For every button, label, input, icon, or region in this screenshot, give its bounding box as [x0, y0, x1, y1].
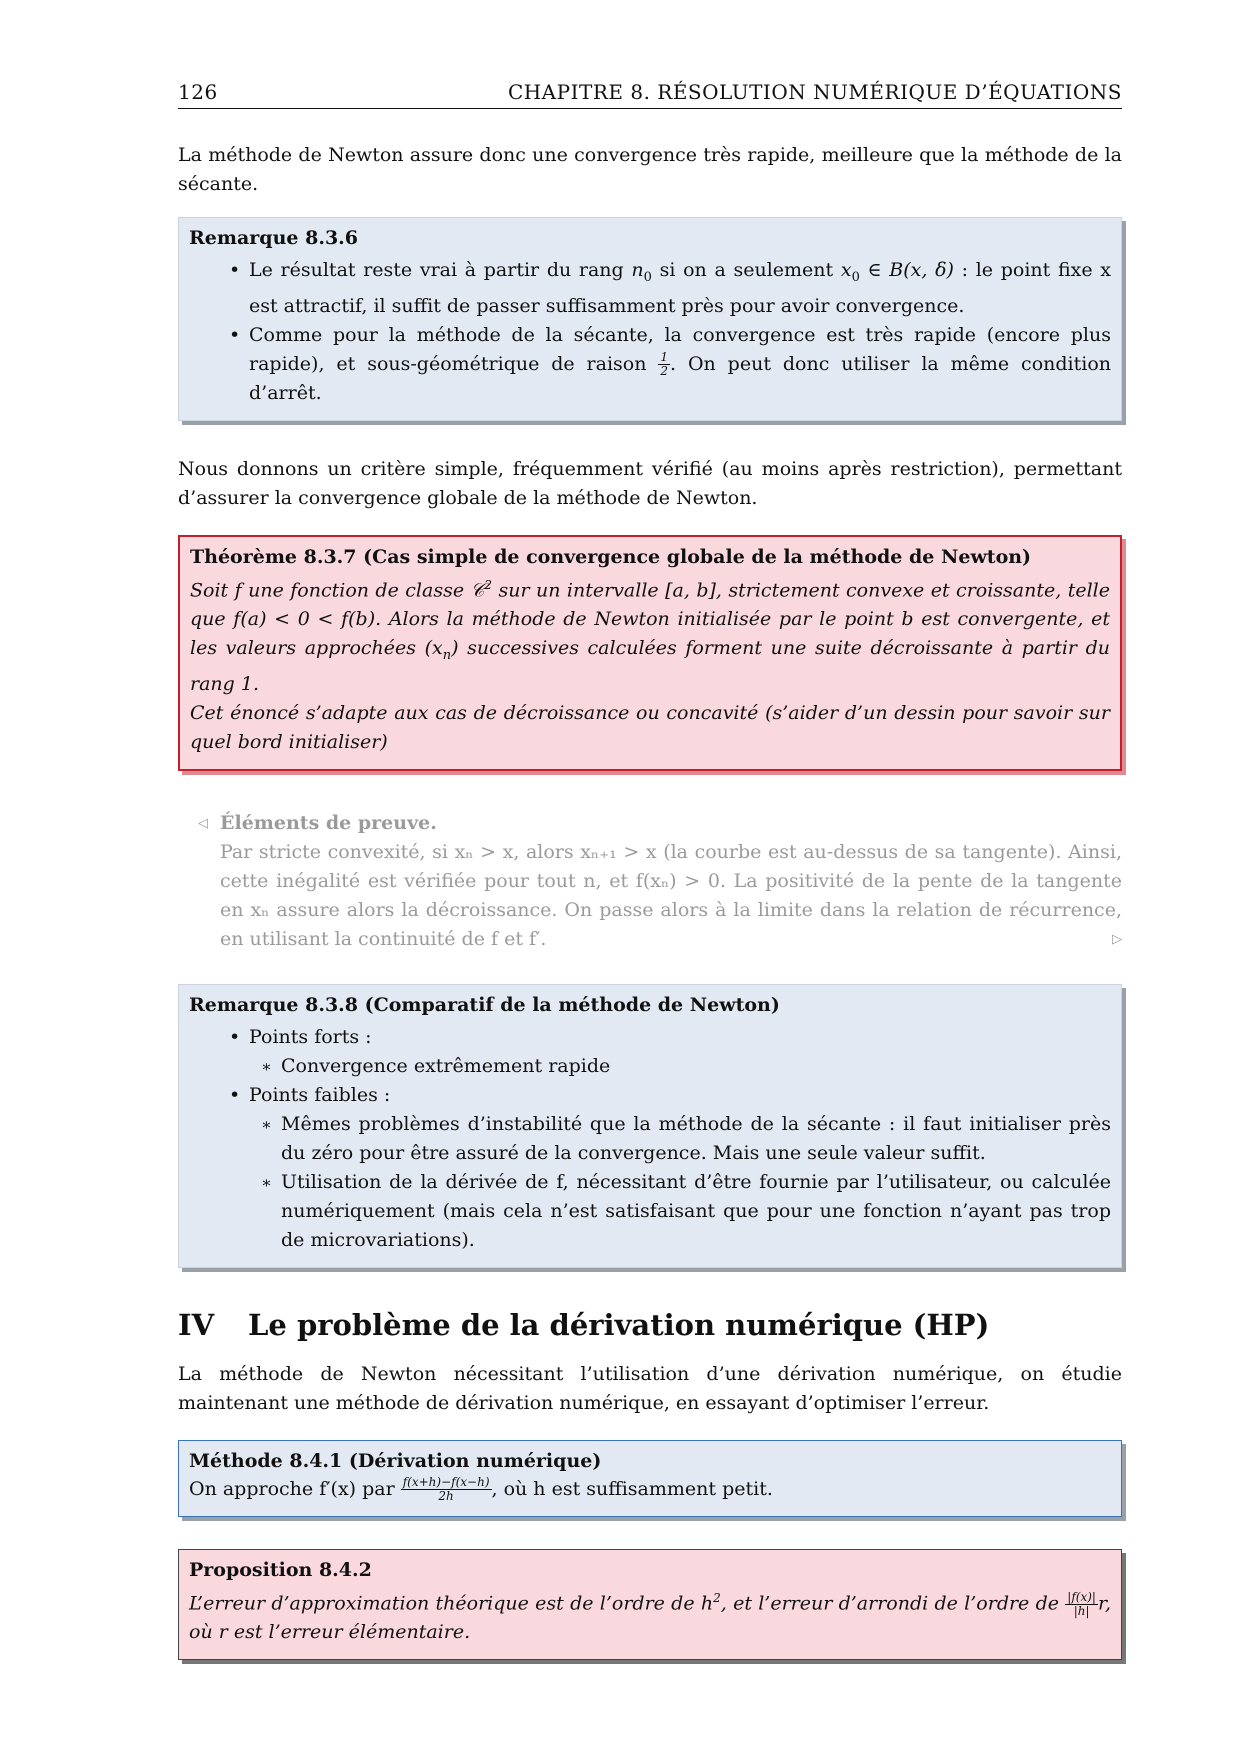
intro-paragraph: La méthode de Newton assure donc une convergence très rapide, meilleure que la méthode de la sécante. [178, 144, 1122, 195]
list-item-weak: • Points faibles : ∗ Mêmes problèmes d’instabilité que la méthode de la sécante : il faut initialiser près du zéro pour être assuré de la convergence. Mais une seule valeur suffit. ∗ Utilisation de la dérivée de f, nécessitant d’être fournie par l’utilisateur, ou calculée numériquement (mais cela n’est satisfaisant que pour une fonction n’ayant pas trop de microvariations). [249, 1081, 1111, 1255]
proposition-8-4-2-box [178, 1549, 1122, 1660]
triangle-right-icon: ▷ [1112, 931, 1122, 947]
page-number: 126 [178, 80, 218, 104]
remark-8-3-8-box [178, 984, 1122, 1268]
chapter-title: CHAPITRE 8. RÉSOLUTION NUMÉRIQUE D’ÉQUATIONS [507, 80, 1122, 104]
remark-8-3-6-list [189, 256, 1111, 408]
proposition-text: L’erreur d’approximation théorique est de l’ordre de $h^2$, et l’erreur d’arrondi de l’ordre de $\frac{|f(x)|}{|h|}$ r, où r est l’erreur élémentaire. [189, 1589, 1111, 1644]
proof-elements [178, 809, 1122, 954]
document-page [178, 80, 1122, 1660]
theorem-note: Cet énoncé s’adapte aux cas de décroissance ou concavité (s’aider d’un dessin pour savoir sur quel bord initialiser) [190, 701, 1110, 753]
sub-list-item: ∗ Utilisation de la dérivée de f, nécessitant d’être fournie par l’utilisateur, ou calculée numériquement (mais cela n’est satisfaisant que pour une fonction n’ayant pas trop de microvariations). [281, 1168, 1111, 1255]
section-heading [178, 1308, 1122, 1342]
fraction: $\frac{|f(x)|}{|h|}$ [1067, 1589, 1096, 1618]
proof-text: Par stricte convexité, si xₙ > x, alors xₙ₊₁ > x (la courbe est au-dessus de sa tangente). Ainsi, cette inégalité est vérifiée pour tout n, et f(xₙ) > 0. La positivité de la pente de la tangente en xₙ assure alors la décroissance. On passe alors à la limite dans la relation de récurrence, en utilisant la continuité de f et f′. [220, 840, 1122, 950]
list-item: • Le résultat reste vrai à partir du rang $n_0$ si on a seulement $x_0$ ∈ B(x, δ) : le point fixe x est attractif, il suffit de passer suffisamment près pour avoir convergence. [249, 256, 1111, 321]
section-number: IV [178, 1307, 215, 1342]
theorem-8-3-7-title: Théorème 8.3.7 (Cas simple de convergence globale de la méthode de Newton) [190, 545, 1032, 568]
list-item-strong: • Points forts : ∗ Convergence extrêmement rapide [249, 1023, 1111, 1081]
page-header [178, 80, 1122, 109]
fraction: $\frac{1}{2}$ [660, 350, 669, 379]
remark-8-3-6-title: Remarque 8.3.6 [189, 227, 358, 249]
list-item: • Comme pour la méthode de la sécante, la convergence est très rapide (encore plus rapide), et sous-géométrique de raison $\frac{1}{2}$ . On peut donc utiliser la même condition d’arrêt. [249, 321, 1111, 408]
proof-title: ◁ Éléments de preuve. [220, 809, 1122, 838]
triangle-left-icon: ◁ [198, 815, 208, 831]
fraction: $\frac{f(x+h)-f(x-h)}{2h}$ [402, 1475, 490, 1504]
sub-list-item: ∗ Convergence extrêmement rapide [281, 1052, 1111, 1081]
section-title: Le problème de la dérivation numérique (HP) [248, 1307, 990, 1342]
criterion-paragraph: Nous donnons un critère simple, fréquemment vérifié (au moins après restriction), permettant d’assurer la convergence globale de la méthode de Newton. [178, 457, 1122, 509]
method-text: On approche f′(x) par $\frac{f(x+h)-f(x-h)}{2h}$ , où h est suffisamment petit. [189, 1475, 773, 1504]
sub-list-item: ∗ Mêmes problèmes d’instabilité que la méthode de la sécante : il faut initialiser près du zéro pour être assuré de la convergence. Mais une seule valeur suffit. [281, 1110, 1111, 1168]
remark-8-3-8-title: Remarque 8.3.8 (Comparatif de la méthode de Newton) [189, 993, 780, 1016]
theorem-8-3-7-box [178, 535, 1122, 771]
theorem-statement: Soit f une fonction de classe 𝒞$^2$ sur un intervalle [a, b], strictement convexe et croissante, telle que f(a) < 0 < f(b). Alors la méthode de Newton initialisée par le point b est convergente, et les valeurs approchées $(x_n)$ successives calculées forment une suite décroissante à partir du rang 1. [190, 577, 1110, 695]
remark-8-3-6-box [178, 217, 1122, 421]
proposition-8-4-2-title: Proposition 8.4.2 [189, 1558, 372, 1581]
method-8-4-1-title: Méthode 8.4.1 (Dérivation numérique) [189, 1449, 602, 1472]
method-8-4-1-box [178, 1440, 1122, 1517]
remark-8-3-8-list [189, 1023, 1111, 1255]
derivation-paragraph: La méthode de Newton nécessitant l’utilisation d’une dérivation numérique, on étudie maintenant une méthode de dérivation numérique, en essayant d’optimiser l’erreur. [178, 1362, 1122, 1414]
